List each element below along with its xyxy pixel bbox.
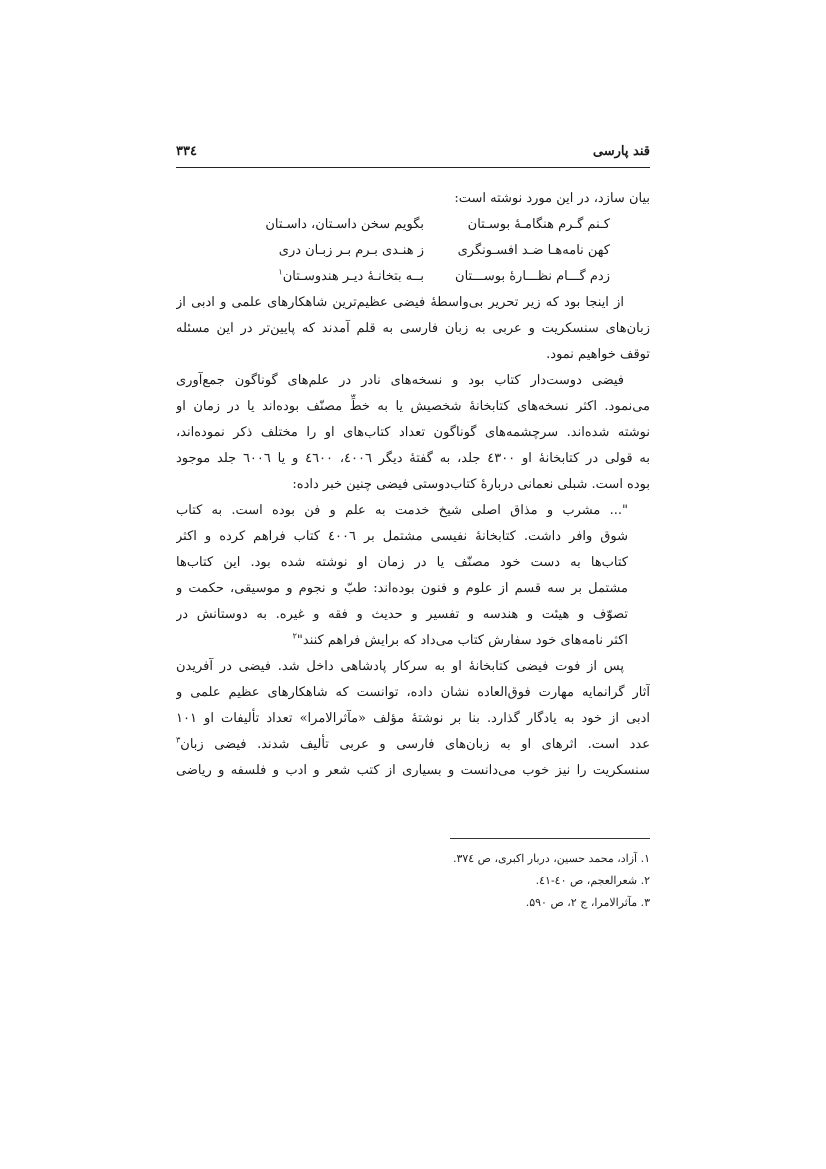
footnote-1: ۱. آزاد، محمد حسین، دربار اکبری، ص ۳۷٤. bbox=[452, 852, 650, 865]
verse-1-second-hemistich: بگویم سخن داسـتان، داسـتان bbox=[265, 217, 424, 232]
verse-3-second-hemistich bbox=[244, 264, 424, 290]
body-text bbox=[176, 186, 650, 784]
footnote-ref-2: ۲ bbox=[292, 631, 297, 641]
paragraph-3-line: آثار گرانمایه مهارت فوق‌العاده نشان داده، توانست که شاهکارهای عظیم علمی و bbox=[176, 685, 650, 700]
verse-2-second-hemistich: ز هنـدی بـرم بـر زبـان دری bbox=[278, 243, 424, 258]
block-quote bbox=[176, 498, 628, 654]
footnote-ref-3: ۳ bbox=[176, 735, 181, 745]
quote-line: اکثر نامه‌های خود سفارش کتاب می‌داد که برایش فراهم کنند" bbox=[296, 633, 628, 648]
paragraph-2-line: نوشته شده‌اند. سرچشمه‌های گوناگون تعداد کتاب‌های او را مختلف ذکر نموده‌اند، bbox=[176, 425, 650, 440]
footnote-3: ۳. مآثرالامرا، ج ۲، ص ۵۹۰. bbox=[525, 896, 650, 909]
verse-1-first-hemistich: کـنم گـرم هنگامـهٔ بوسـتان bbox=[467, 217, 610, 232]
verse-2 bbox=[176, 238, 650, 264]
intro-line: بیان سازد، در این مورد نوشته است: bbox=[454, 191, 650, 206]
header-rule bbox=[176, 167, 650, 168]
footnote-rule bbox=[450, 838, 650, 839]
paragraph-1-line: توقف خواهیم نمود. bbox=[546, 347, 650, 362]
page-number: ۳۳٤ bbox=[176, 144, 197, 159]
verse-3 bbox=[176, 264, 650, 290]
paragraph-3-line: سنسکریت را نیز خوب می‌دانست و بسیاری از کتب شعر و ادب و فلسفه و ریاضی bbox=[176, 763, 650, 778]
quote-line: "... مشرب و مذاق اصلی شیخ خدمت به علم و فن بوده است. به کتاب bbox=[176, 503, 628, 518]
verse-2-first-hemistich: کهن نامه‌هـا ضـد افسـونگری bbox=[457, 243, 610, 258]
verse-1 bbox=[176, 212, 650, 238]
paragraph-3-line-with-ref bbox=[176, 732, 650, 758]
paragraph-2-line: به قولی در کتابخانهٔ او ٤۳۰۰ جلد، به گفتهٔ دیگر ٤۰۰٦، ٤٦۰۰ و یا ٦۰۰٦ جلد موجود bbox=[176, 451, 650, 466]
paragraph-2-line: بوده است. شبلی نعمانی دربارهٔ کتاب‌دوستی فیضی چنین خبر داده: bbox=[292, 477, 650, 492]
paragraph-1-line: زبان‌های سنسکریت و عربی به زبان فارسی به قلم آمدند که پایین‌تر در این مسئله bbox=[176, 321, 650, 336]
quote-last-line bbox=[176, 628, 628, 654]
paragraph-3-line: ادبی از خود به یادگار گذارد. بنا بر نوشتهٔ مؤلف «مآثرالامرا» تعداد تألیفات او ۱۰۱ bbox=[176, 711, 650, 726]
footnotes bbox=[176, 848, 650, 914]
footnote-ref-1: ۱ bbox=[278, 267, 283, 277]
quote-line: تصوّف و هیئت و هندسه و تفسیر و حدیث و فقه و غیره. به دوستانش در bbox=[176, 607, 628, 622]
paragraph-2-line: فیضی دوست‌دار کتاب بود و نسخه‌های نادر در علم‌های گوناگون جمع‌آوری bbox=[176, 373, 624, 388]
quote-line: شوق وافر داشت. کتابخانهٔ نفیسی مشتمل بر ٤۰۰٦ کتاب فراهم کرده و اکثر bbox=[176, 529, 628, 544]
running-header bbox=[176, 140, 650, 168]
footnote-2: ۲. شعرالعجم، ص ٤۰-٤۱. bbox=[535, 874, 650, 887]
running-title: قند پارسی bbox=[592, 144, 650, 159]
quote-line: مشتمل بر سه قسم از علوم و فنون بوده‌اند: طبّ و نجوم و موسیقی، حکمت و bbox=[176, 581, 628, 596]
paragraph-1-line: از اینجا بود که زیر تحریر بی‌واسطهٔ فیضی عظیم‌ترین شاهکارهای علمی و ادبی از bbox=[176, 295, 624, 310]
paragraph-2-line: می‌نمود. اکثر نسخه‌های کتابخانهٔ شخصیش یا به خطِّ مصنّف بوده‌اند یا در زمان او bbox=[176, 399, 650, 414]
paragraph-3-line: پس از فوت فیضی کتابخانهٔ او به سرکار پادشاهی داخل شد. فیضی در آفریدن bbox=[176, 659, 624, 674]
paragraph-3-line: عدد است. اثرهای او به زبان‌های فارسی و عربی تألیف شدند. فیضی زبان bbox=[180, 737, 650, 752]
verse-3-second-text: بــه بتخانـهٔ دیـر هندوسـتان bbox=[282, 269, 424, 284]
quote-line: کتاب‌ها به دست خود مصنّف یا در زمان او نوشته شده بود. این کتاب‌ها bbox=[176, 555, 628, 570]
verse-3-first-hemistich: زدم گـــام نظـــارهٔ بوســـتان bbox=[455, 269, 610, 284]
